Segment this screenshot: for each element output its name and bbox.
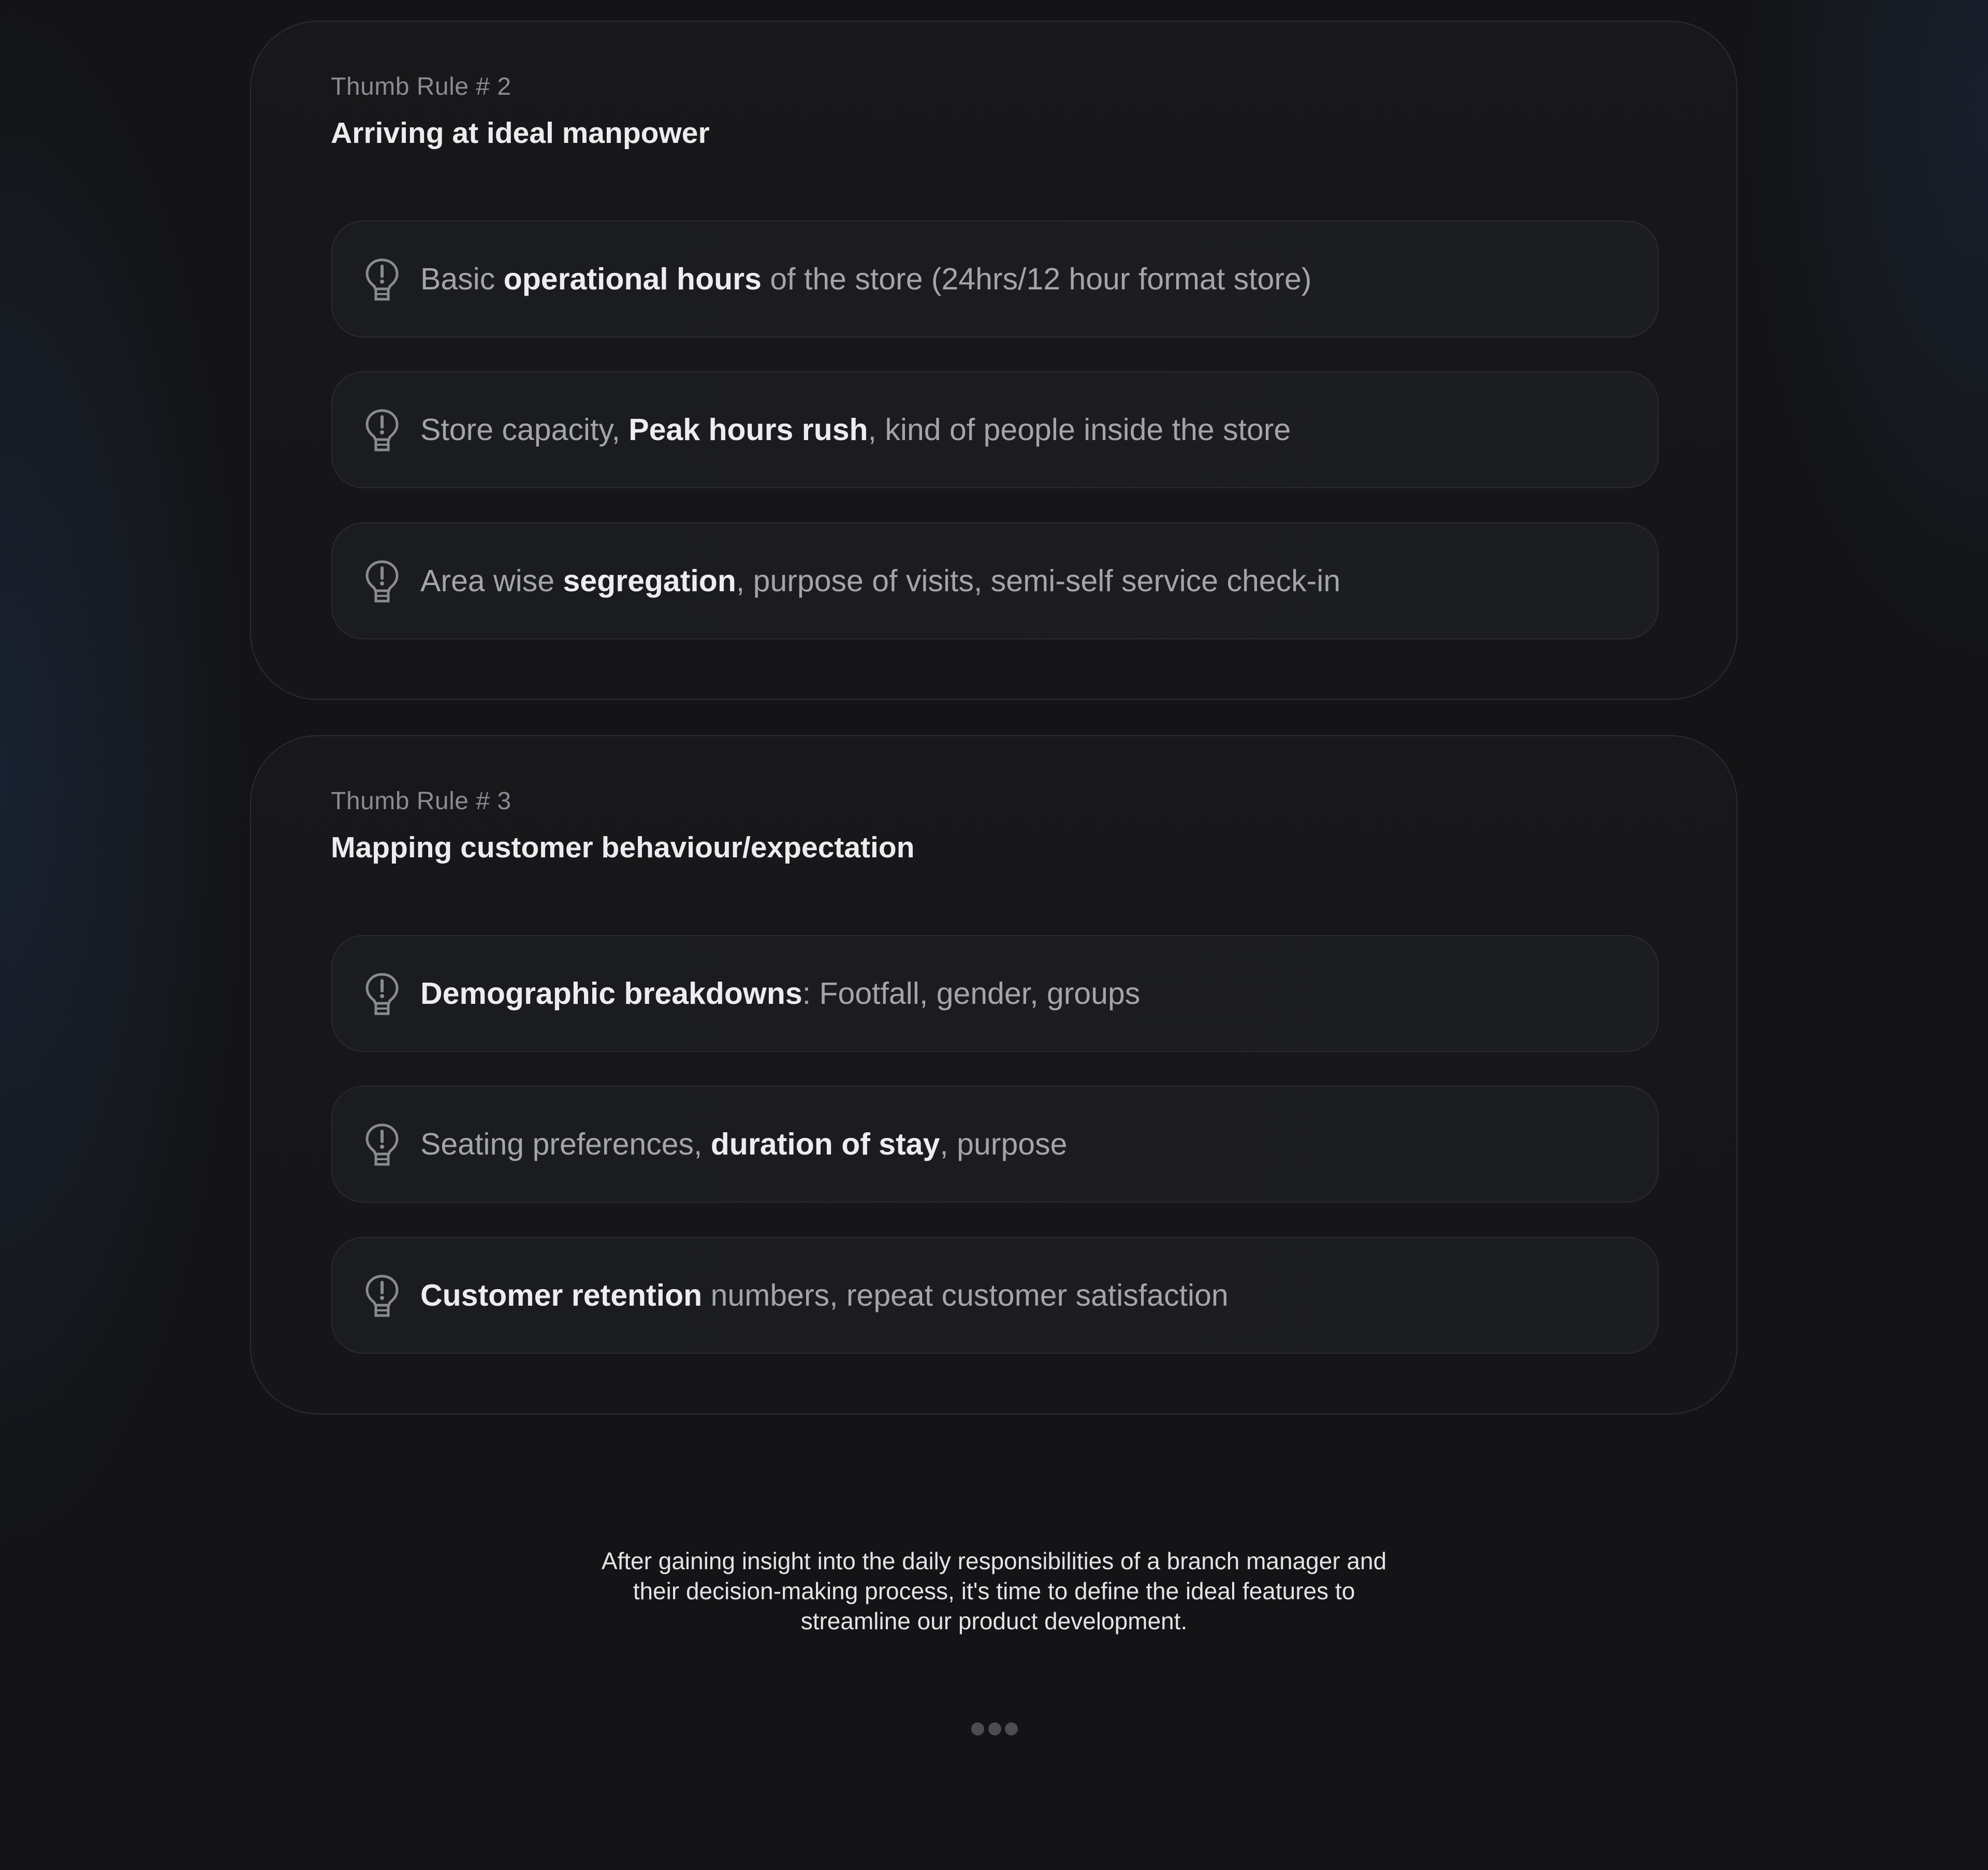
lightbulb-icon: [363, 971, 401, 1018]
rule-number-label: Thumb Rule # 3: [331, 787, 511, 815]
rule-title: Mapping customer behaviour/expectation: [331, 831, 915, 864]
more-dots-icon[interactable]: [971, 1721, 1018, 1736]
lightbulb-icon: [363, 1273, 401, 1320]
lightbulb-icon: [363, 1122, 401, 1168]
lightbulb-icon: [363, 559, 401, 605]
thumb-rule-card-3: [250, 735, 1737, 1414]
pagination-dot[interactable]: [1005, 1722, 1018, 1735]
lightbulb-icon: [363, 407, 401, 454]
rule-number-label: Thumb Rule # 2: [331, 73, 511, 100]
item-text: Store capacity, Peak hours rush, kind of people inside the store: [420, 413, 1291, 447]
summary-paragraph: After gaining insight into the daily responsibilities of a branch manager and their decision-making process, it's time to define the ideal features to streamline our product development.: [601, 1547, 1387, 1634]
list-item: [331, 522, 1659, 639]
thumb-rule-card-2: [250, 21, 1737, 700]
lightbulb-icon: [363, 257, 401, 303]
list-item: [331, 221, 1659, 338]
list-item: [331, 371, 1659, 488]
item-text: Customer retention numbers, repeat customer satisfaction: [420, 1278, 1229, 1312]
item-text: Seating preferences, duration of stay, purpose: [420, 1127, 1068, 1161]
list-item: [331, 1086, 1659, 1203]
list-item: [331, 935, 1659, 1052]
list-item: [331, 1237, 1659, 1354]
item-text: Basic operational hours of the store (24hrs/12 hour format store): [420, 262, 1312, 296]
pagination-dot[interactable]: [988, 1722, 1001, 1735]
item-text: Area wise segregation, purpose of visits, semi-self service check-in: [420, 564, 1341, 598]
pagination-dot[interactable]: [971, 1722, 984, 1735]
rule-title: Arriving at ideal manpower: [331, 116, 710, 150]
item-text: Demographic breakdowns: Footfall, gender, groups: [420, 976, 1141, 1011]
